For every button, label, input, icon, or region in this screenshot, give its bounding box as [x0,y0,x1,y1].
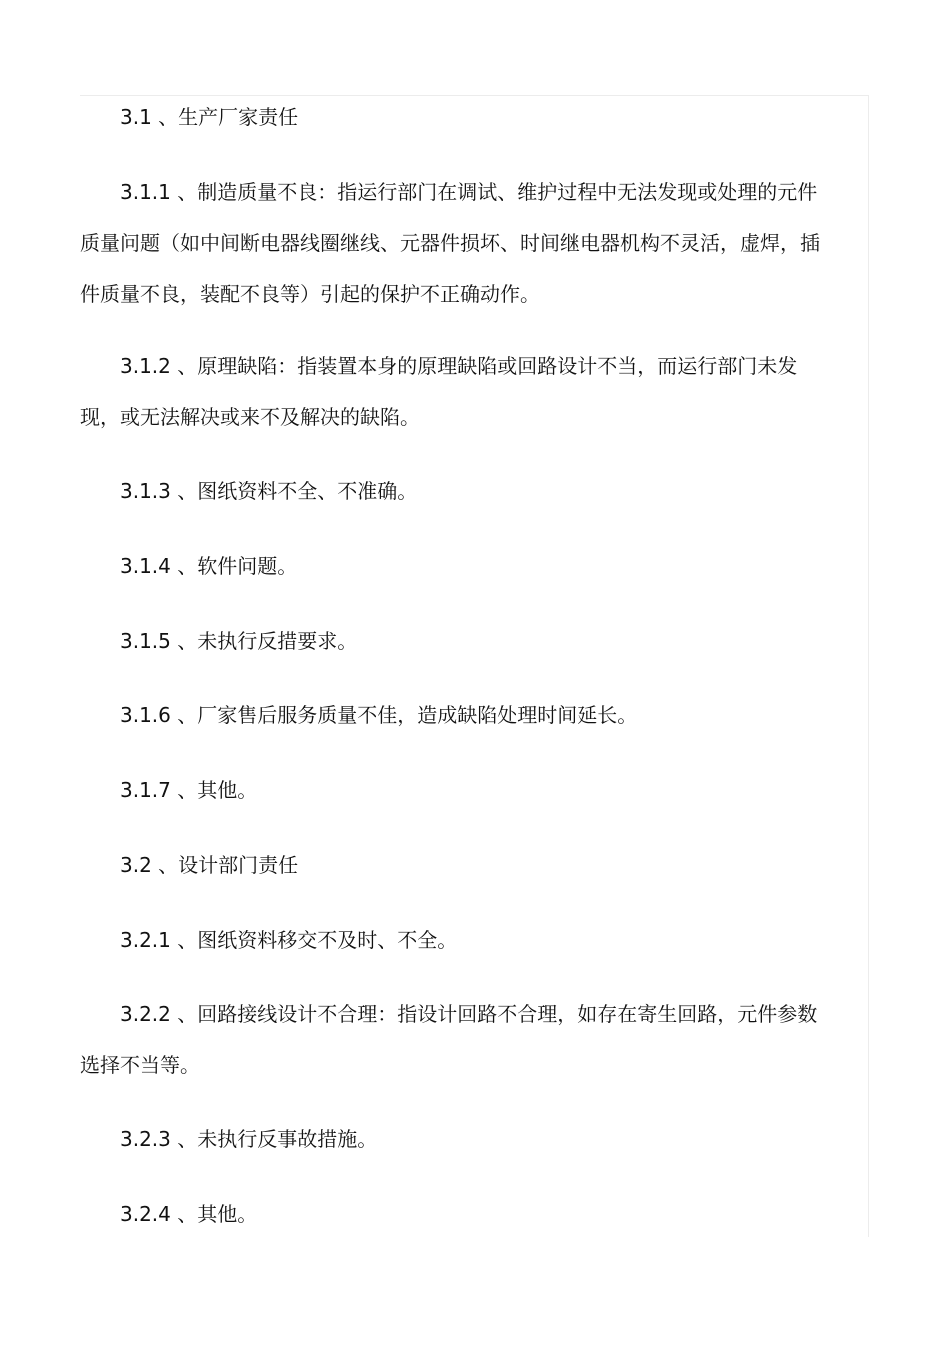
paragraph-3-1-4: 3.1.4 、软件问题。 [120,554,298,578]
paragraph-3-2-2: 3.2.2 、回路接线设计不合理：指设计回路不合理，如存在寄生回路，元件参数选择不当等。 [80,1002,818,1077]
paragraph-3-1-6: 3.1.6 、厂家售后服务质量不佳，造成缺陷处理时间延长。 [120,703,638,727]
paragraph-3-1-2: 3.1.2 、原理缺陷：指装置本身的原理缺陷或回路设计不当，而运行部门未发现，或无法解决或来不及解决的缺陷。 [80,354,798,429]
paragraph-3-1-7: 3.1.7 、其他。 [120,778,258,802]
paragraph-3-1-1: 3.1.1 、制造质量不良：指运行部门在调试、维护过程中无法发现或处理的元件质量问题（如中间断电器线圈继线、元器件损坏、时间继电器机构不灵活，虚焊，插件质量不良，装配不良等）引起的保护不正确动作。 [80,180,820,306]
paragraph-3-2-3: 3.2.3 、未执行反事故措施。 [120,1127,378,1151]
paragraph-3-2-4: 3.2.4 、其他。 [120,1202,258,1226]
paragraph-3-1-3: 3.1.3 、图纸资料不全、不准确。 [120,479,418,503]
heading-3-2: 3.2 、设计部门责任 [120,853,299,877]
paragraph-3-2-1: 3.2.1 、图纸资料移交不及时、不全。 [120,928,458,952]
heading-3-1: 3.1 、生产厂家责任 [120,105,299,129]
paragraph-3-1-5: 3.1.5 、未执行反措要求。 [120,629,358,653]
